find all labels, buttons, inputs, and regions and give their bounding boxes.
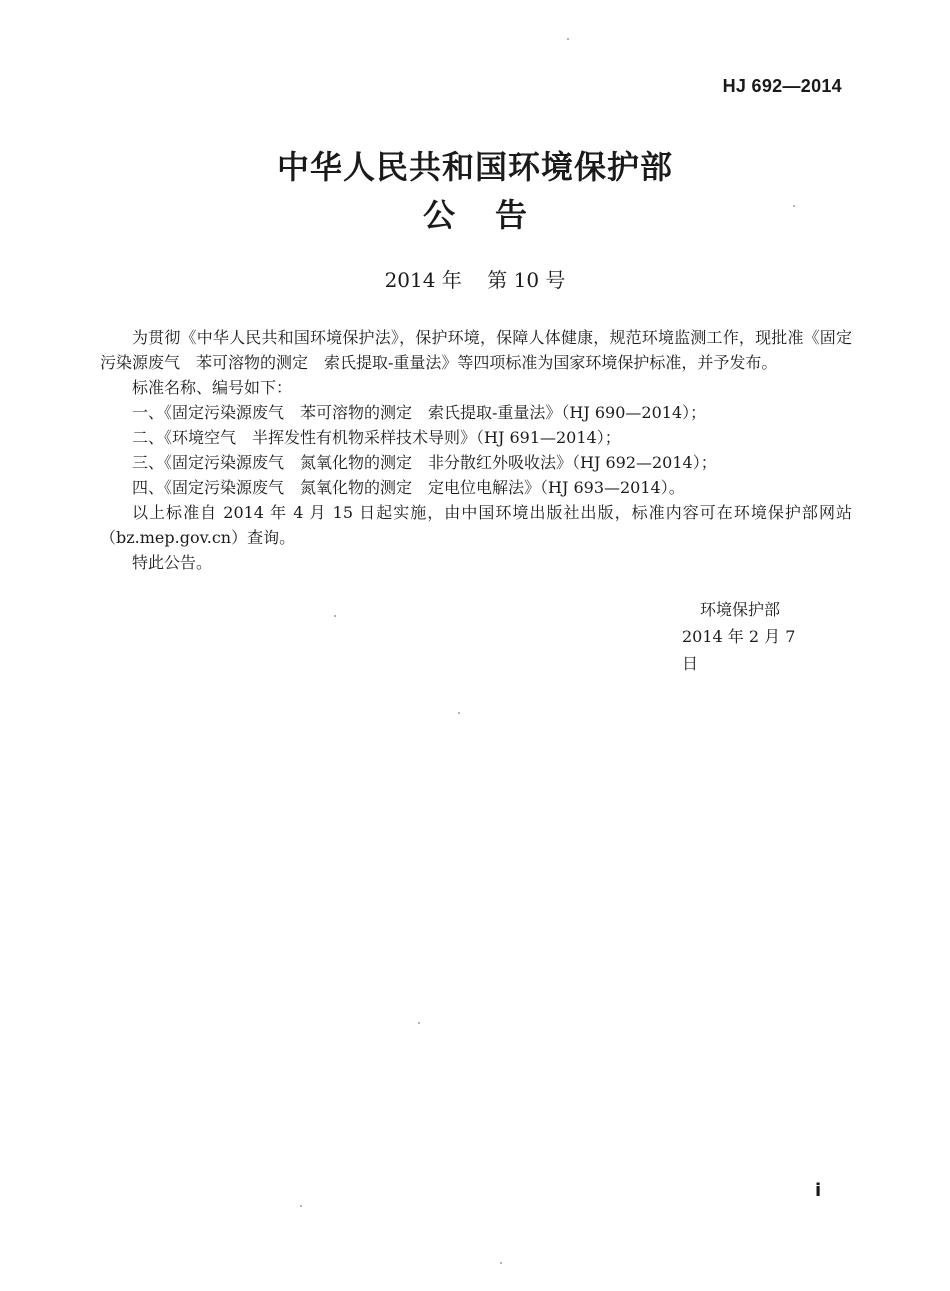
standard-code: HJ 692—2014 xyxy=(722,76,842,96)
announcement-char-1: 公 xyxy=(422,196,455,234)
scan-speck xyxy=(334,615,336,617)
page-number: i xyxy=(815,1180,822,1201)
closing-line: 特此公告。 xyxy=(132,553,213,572)
announcement-body xyxy=(100,325,852,575)
ministry-title: 中华人民共和国环境保护部 xyxy=(276,148,673,186)
intro-paragraph: 为贯彻《中华人民共和国环境保护法》，保护环境，保障人体健康，规范环境监测工作，现批准《固定污染源废气 苯可溶物的测定 索氏提取-重量法》等四项标准为国家环境保护标准，并予发布。 xyxy=(100,328,852,372)
issue-number: 2014 年 第 10 号 xyxy=(384,268,566,292)
scan-speck xyxy=(458,712,460,714)
scan-speck xyxy=(300,1205,302,1207)
list-item: 三、《固定污染源废气 氮氧化物的测定 非分散红外吸收法》（HJ 692—2014）； xyxy=(132,453,717,472)
list-heading: 标准名称、编号如下： xyxy=(132,378,293,397)
list-item: 四、《固定污染源废气 氮氧化物的测定 定电位电解法》（HJ 693—2014）。 xyxy=(132,478,685,497)
implementation-paragraph: 以上标准自 2014 年 4 月 15 日起实施，由中国环境出版社出版，标准内容可在环境保护部网站（bz.mep.gov.cn）查询。 xyxy=(100,503,852,547)
list-item: 一、《固定污染源废气 苯可溶物的测定 索氏提取-重量法》（HJ 690—2014）； xyxy=(132,403,707,422)
list-item: 二、《环境空气 半挥发性有机物采样技术导则》（HJ 691—2014）； xyxy=(132,428,621,447)
scan-speck xyxy=(500,1262,502,1264)
announcement-char-2: 告 xyxy=(495,196,528,234)
announcement-title xyxy=(0,190,950,236)
signing-date: 2014 年 2 月 7 日 xyxy=(682,627,796,673)
signature-block xyxy=(682,596,802,677)
scan-speck xyxy=(793,205,795,207)
scan-speck xyxy=(567,38,569,40)
scan-speck xyxy=(418,1022,420,1024)
signing-organization: 环境保护部 xyxy=(700,600,781,619)
